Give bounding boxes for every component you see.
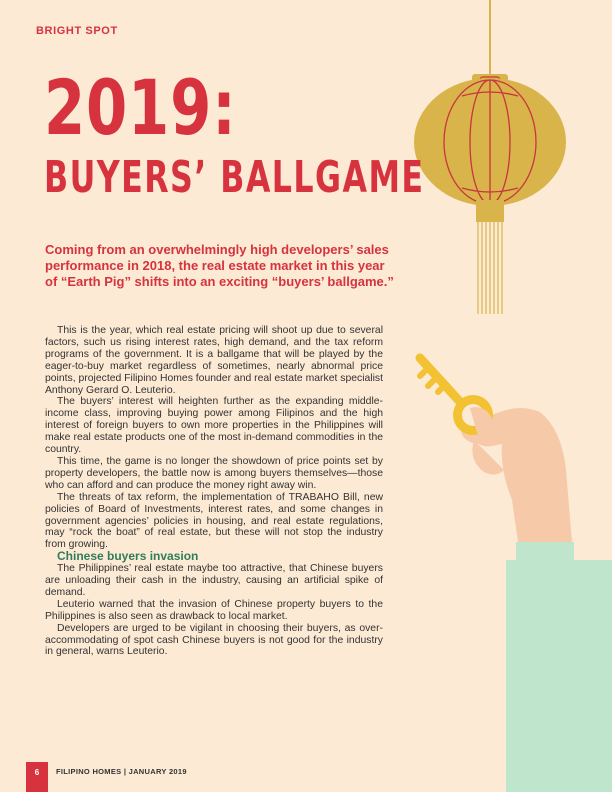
page-title-year: 2019: (44, 63, 237, 152)
body-paragraph: Developers are urged to be vigilant in choosing their buyers, as over-accommodating of spot cash Chinese buyers is not good for the industry in general, warns Leuterio. (45, 622, 383, 658)
lede-paragraph: Coming from an overwhelmingly high developers’ sales performance in 2018, the real estate market in this year of “Earth Pig” shifts into an exciting “buyers’ ballgame.” (45, 242, 394, 289)
body-paragraph: The threats of tax reform, the implementation of TRABAHO Bill, new policies of Board of Investments, interest rates, and some changes in government agencies’ policies in housing, and real estate regulations, may “rock the boat” of real estate, but these will not stop the industry from growing. (45, 491, 383, 551)
body-paragraph: The Philippines’ real estate maybe too attractive, that Chinese buyers are unloading their cash in the industry, causing an artificial spike of demand. (45, 563, 383, 598)
sleeve (506, 542, 612, 792)
key-icon (420, 358, 493, 436)
page-number: 6 (34, 768, 40, 777)
body-paragraph: This time, the game is no longer the showdown of price points set by property developers, the battle now is among buyers themselves—those who can afford and can produce the money right away win. (45, 455, 383, 491)
lantern-icon (414, 0, 566, 314)
section-label: BRIGHT SPOT (36, 25, 118, 37)
article-body (45, 325, 383, 658)
footer-publication: FILIPINO HOMES | JANUARY 2019 (56, 767, 187, 776)
body-paragraph: The buyers’ interest will heighten further as the expanding middle-income class, improving buying power among Filipinos and the high interest of foreign buyers to own more properties in the Philippines will make real estate products one of the most in-demand commodities in the country. (45, 396, 383, 456)
body-paragraph: Leuterio warned that the invasion of Chinese property buyers to the Philippines is also seen as drawback to local market. (45, 598, 383, 622)
page-title-subtitle: BUYERS’ BALLGAME (44, 152, 425, 203)
section-subhead: Chinese buyers invasion (57, 549, 199, 564)
body-paragraph: This is the year, which real estate pricing will shoot up due to several factors, such us rising interest rates, high demand, and the tax reform programs of the government. It is a ballgame that will be played by the eager-to-buy market regardless of sometimes, nearly abnormal price points, projected Filipino Homes founder and real estate market specialist Anthony Gerard O. Leuterio. (45, 325, 383, 396)
page-number-tab (26, 762, 48, 792)
